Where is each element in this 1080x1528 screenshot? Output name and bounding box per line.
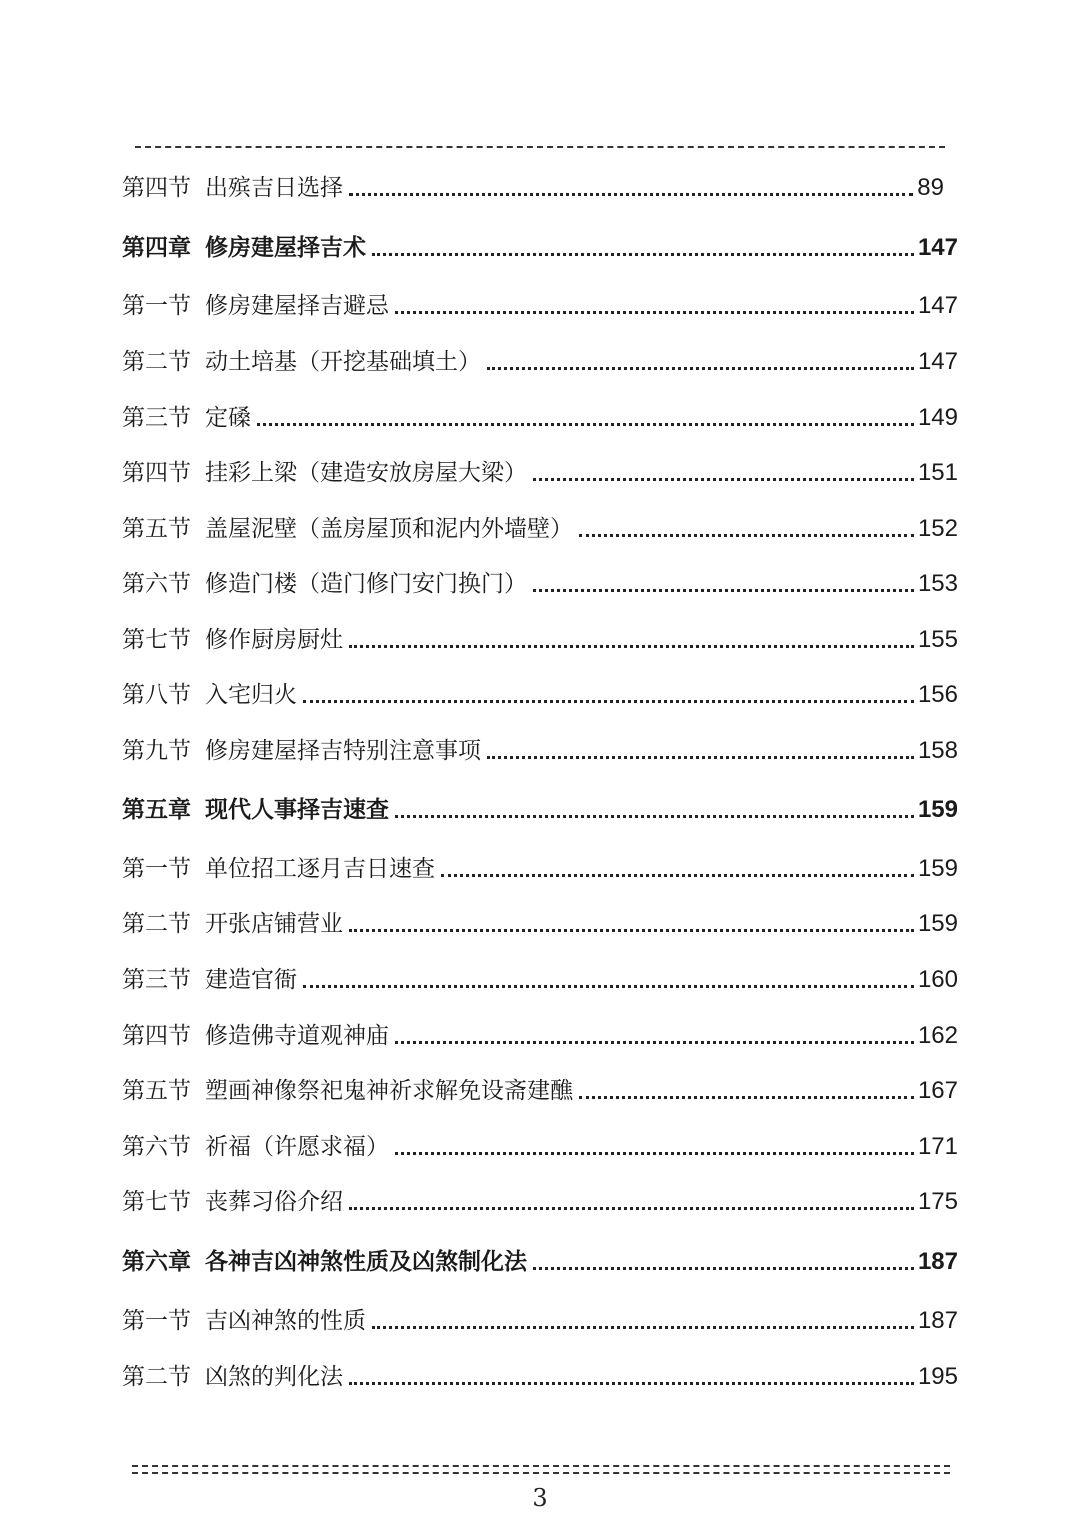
toc-entry-number: 第一节 xyxy=(122,1308,191,1334)
toc-entry-number: 第二节 xyxy=(122,349,191,375)
dot-leader xyxy=(395,311,914,314)
toc-entry-page: 162 xyxy=(917,1022,958,1049)
dot-leader xyxy=(349,1382,914,1385)
dot-leader xyxy=(372,253,914,256)
toc-entry-label xyxy=(122,906,343,942)
toc-entry-number: 第七节 xyxy=(122,627,191,653)
toc-entry-label xyxy=(122,851,435,887)
toc-entry-number: 第一节 xyxy=(122,856,191,882)
toc-section-row xyxy=(122,906,958,942)
toc-section-row xyxy=(122,733,958,769)
toc-entry-page: 151 xyxy=(917,459,958,486)
toc-entry-label xyxy=(122,792,389,828)
dot-leader xyxy=(395,1041,914,1044)
toc-section-row xyxy=(122,851,958,887)
toc-entry-title: 动土培基（开挖基础填土） xyxy=(205,349,481,375)
toc-entry-number: 第四节 xyxy=(122,460,191,486)
dot-leader xyxy=(395,1152,914,1155)
toc-entry-title: 现代人事择吉速查 xyxy=(205,797,389,823)
toc-entry-page: 158 xyxy=(917,737,958,764)
dot-leader xyxy=(533,1267,914,1270)
toc-entry-page: 159 xyxy=(917,910,958,937)
toc-section-row xyxy=(122,1073,958,1109)
toc-entry-number: 第六节 xyxy=(122,1134,191,1160)
toc-section-row xyxy=(122,962,958,998)
toc-entry-number: 第五章 xyxy=(122,797,191,823)
toc-entry-label xyxy=(122,288,389,324)
toc-entry-label xyxy=(122,400,251,436)
toc-section-row xyxy=(122,677,958,713)
toc-section-row xyxy=(122,288,958,324)
toc-entry-title: 修造门楼（造门修门安门换门） xyxy=(205,571,527,597)
toc-entry-number: 第五节 xyxy=(122,1078,191,1104)
dot-leader xyxy=(395,815,914,818)
toc-entry-title: 挂彩上梁（建造安放房屋大梁） xyxy=(205,460,527,486)
toc-entry-title: 单位招工逐月吉日速查 xyxy=(205,856,435,882)
toc-entry-page: 147 xyxy=(917,234,958,261)
table-of-contents xyxy=(122,0,958,1528)
toc-entry-title: 修房建屋择吉特别注意事项 xyxy=(205,738,481,764)
toc-entry-label xyxy=(122,622,343,658)
toc-entry-number: 第八节 xyxy=(122,682,191,708)
toc-entry-page: 155 xyxy=(917,626,958,653)
toc-section-row xyxy=(122,566,958,602)
dot-leader xyxy=(533,478,914,481)
toc-entry-number: 第三节 xyxy=(122,405,191,431)
toc-entry-number: 第二节 xyxy=(122,911,191,937)
toc-entry-number: 第三节 xyxy=(122,967,191,993)
toc-entry-title: 建造官衙 xyxy=(205,967,297,993)
bottom-double-rule xyxy=(132,1465,950,1474)
toc-entry-page: 152 xyxy=(917,515,958,542)
toc-entry-number: 第五节 xyxy=(122,516,191,542)
toc-entry-title: 开张店铺营业 xyxy=(205,911,343,937)
toc-entry-page: 187 xyxy=(917,1248,958,1275)
toc-entry-label xyxy=(122,170,343,206)
dot-leader xyxy=(349,1207,914,1210)
toc-entry-number: 第一节 xyxy=(122,293,191,319)
dot-leader xyxy=(372,1326,914,1329)
toc-entry-title: 盖屋泥壁（盖房屋顶和泥内外墙壁） xyxy=(205,516,573,542)
dot-leader xyxy=(579,1096,914,1099)
toc-section-row xyxy=(122,1303,958,1339)
toc-entry-number: 第二节 xyxy=(122,1364,191,1390)
toc-entry-title: 各神吉凶神煞性质及凶煞制化法 xyxy=(205,1249,527,1275)
toc-entry-page: 167 xyxy=(917,1077,958,1104)
dot-leader xyxy=(487,367,914,370)
toc-entry-number: 第九节 xyxy=(122,738,191,764)
toc-section-row xyxy=(122,170,944,206)
toc-entry-number: 第四节 xyxy=(122,1023,191,1049)
toc-entry-title: 修房建屋择吉避忌 xyxy=(205,293,389,319)
toc-entry-title: 出殡吉日选择 xyxy=(205,175,343,201)
toc-entry-label xyxy=(122,1129,389,1165)
toc-entry-label xyxy=(122,230,366,266)
toc-entry-page: 149 xyxy=(917,404,958,431)
toc-entry-number: 第七节 xyxy=(122,1189,191,1215)
toc-section-row xyxy=(122,1129,958,1165)
toc-section-row xyxy=(122,1359,958,1395)
toc-entry-page: 147 xyxy=(917,292,958,319)
dot-leader xyxy=(441,874,914,877)
toc-entry-label xyxy=(122,1073,573,1109)
toc-entry-title: 凶煞的判化法 xyxy=(205,1364,343,1390)
dot-leader xyxy=(303,700,914,703)
toc-chapter-row xyxy=(122,1244,958,1280)
toc-entry-page: 89 xyxy=(917,174,944,201)
toc-chapter-row xyxy=(122,230,958,266)
toc-entry-title: 修房建屋择吉术 xyxy=(205,235,366,261)
toc-entry-title: 丧葬习俗介绍 xyxy=(205,1189,343,1215)
toc-entry-page: 159 xyxy=(917,855,958,882)
toc-entry-page: 147 xyxy=(917,348,958,375)
dot-leader xyxy=(579,534,914,537)
toc-entry-title: 塑画神像祭祀鬼神祈求解免设斋建醮 xyxy=(205,1078,573,1104)
toc-entry-label xyxy=(122,1184,343,1220)
toc-entry-label xyxy=(122,1018,389,1054)
toc-entry-label xyxy=(122,1244,527,1280)
toc-section-row xyxy=(122,455,958,491)
toc-section-row xyxy=(122,400,958,436)
toc-chapter-row xyxy=(122,792,958,828)
toc-section-row xyxy=(122,1018,958,1054)
toc-entry-label xyxy=(122,344,481,380)
toc-section-row xyxy=(122,511,958,547)
toc-entry-page: 171 xyxy=(917,1133,958,1160)
toc-entry-title: 修造佛寺道观神庙 xyxy=(205,1023,389,1049)
dot-leader xyxy=(533,589,914,592)
toc-entry-page: 175 xyxy=(917,1188,958,1215)
toc-entry-number: 第四节 xyxy=(122,175,191,201)
toc-entry-title: 定磉 xyxy=(205,405,251,431)
page-number: 3 xyxy=(532,1484,548,1512)
toc-section-row xyxy=(122,622,958,658)
toc-entry-label xyxy=(122,733,481,769)
toc-entry-title: 祈福（许愿求福） xyxy=(205,1134,389,1160)
toc-entry-page: 156 xyxy=(917,681,958,708)
dot-leader xyxy=(349,645,914,648)
dot-leader xyxy=(349,929,914,932)
toc-entry-label xyxy=(122,1359,343,1395)
toc-entry-label xyxy=(122,677,297,713)
toc-entry-title: 修作厨房厨灶 xyxy=(205,627,343,653)
toc-entry-title: 吉凶神煞的性质 xyxy=(205,1308,366,1334)
toc-entry-page: 159 xyxy=(917,796,958,823)
toc-entry-title: 入宅归火 xyxy=(205,682,297,708)
toc-entry-number: 第四章 xyxy=(122,235,191,261)
toc-entry-label xyxy=(122,455,527,491)
toc-entry-number: 第六章 xyxy=(122,1249,191,1275)
dot-leader xyxy=(349,193,913,196)
toc-entry-page: 160 xyxy=(917,966,958,993)
toc-entry-label xyxy=(122,566,527,602)
dot-leader xyxy=(303,985,914,988)
dot-leader xyxy=(487,756,914,759)
toc-entry-page: 195 xyxy=(917,1363,958,1390)
toc-entry-page: 187 xyxy=(917,1307,958,1334)
toc-entry-page: 153 xyxy=(917,570,958,597)
toc-entry-label xyxy=(122,511,573,547)
toc-section-row xyxy=(122,1184,958,1220)
toc-entry-label xyxy=(122,962,297,998)
toc-entry-label xyxy=(122,1303,366,1339)
toc-section-row xyxy=(122,344,958,380)
toc-entry-number: 第六节 xyxy=(122,571,191,597)
dot-leader xyxy=(257,423,914,426)
